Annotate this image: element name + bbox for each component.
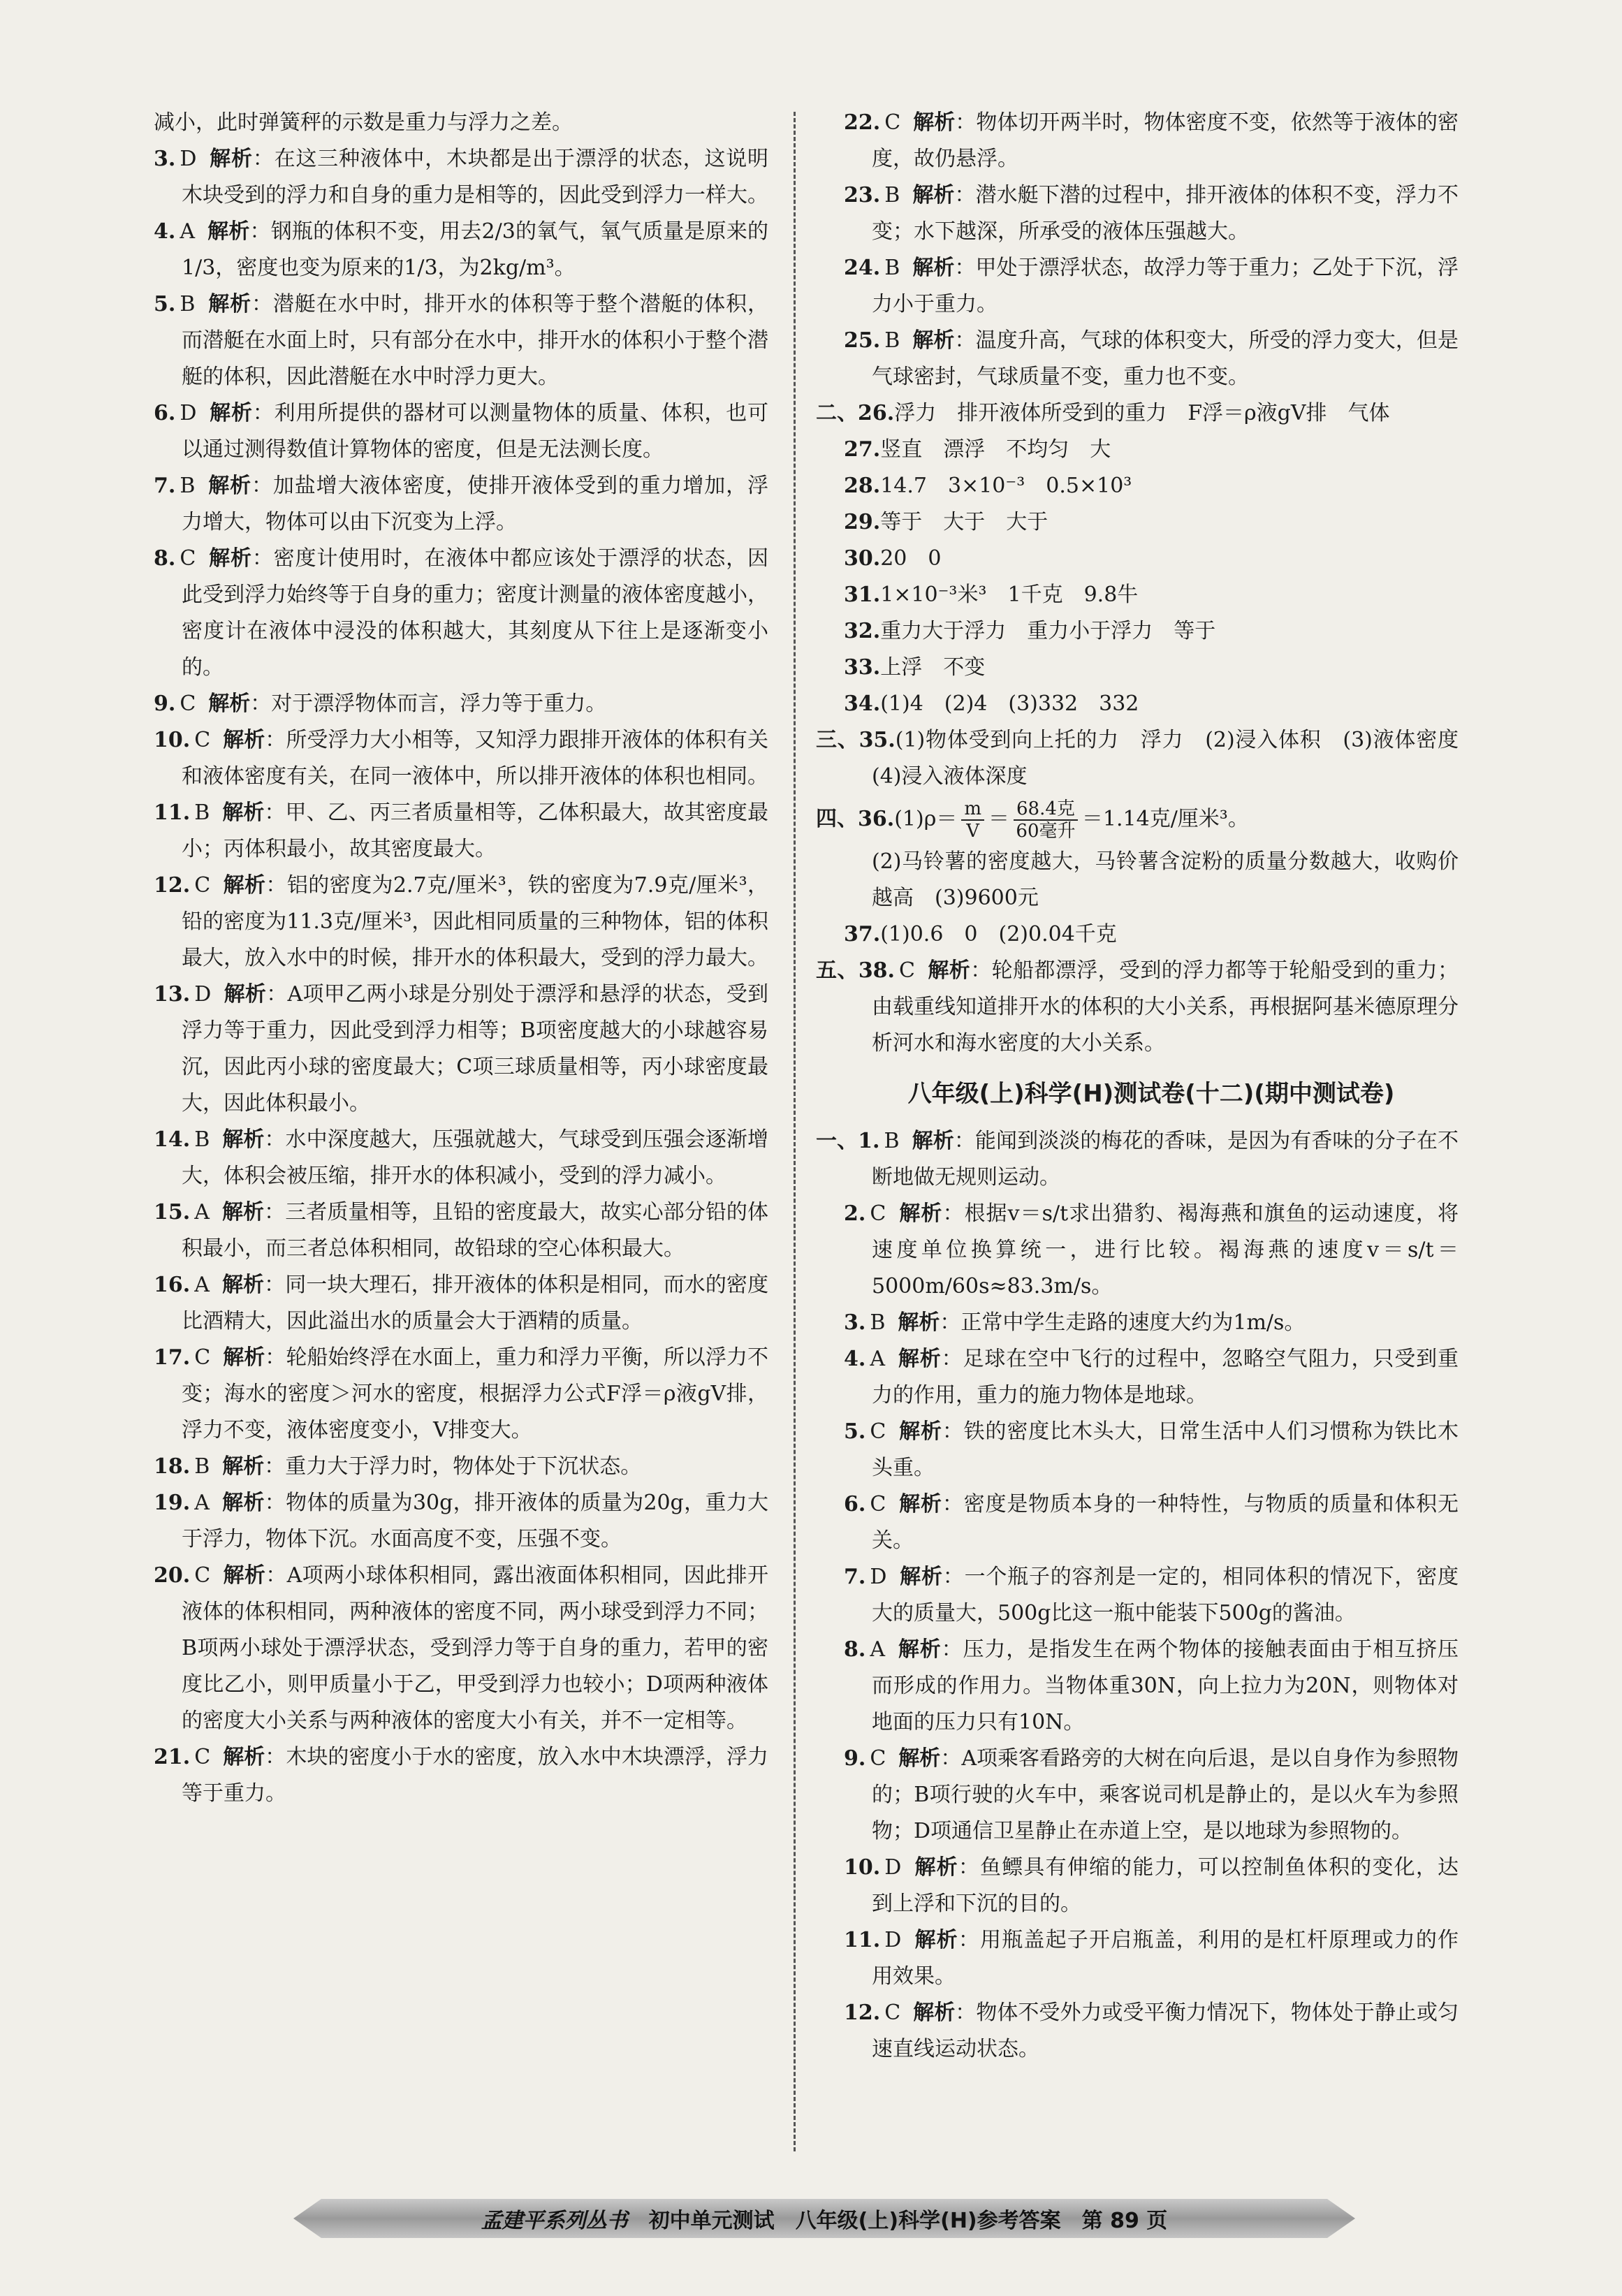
series-name: 初中单元测试 bbox=[648, 2209, 775, 2233]
answer-item-9: 9. C 解析：对于漂浮物体而言，浮力等于重力。 bbox=[154, 692, 607, 716]
answer-item-30: 30.20 0 bbox=[844, 546, 942, 571]
midterm-item-8: 8. A 解析：压力，是指发生在两个物体的接触表面由于相互挤压而形成的作用力。当物体重30N，向上拉力为20N，则物体对地面的压力只有10N。 bbox=[844, 1637, 1459, 1734]
answer-item-32: 32.重力大于浮力 重力小于浮力 等于 bbox=[844, 619, 1216, 643]
page-number: 第 89 页 bbox=[1081, 2209, 1168, 2233]
continued-text: 减小，此时弹簧秤的示数是重力与浮力之差。 bbox=[154, 110, 573, 135]
answer-item-7: 7. B 解析：加盐增大液体密度，使排开液体受到的重力增加，浮力增大，物体可以由下沉变为上浮。 bbox=[154, 474, 769, 534]
answer-item-27: 27.竖直 漂浮 不均匀 大 bbox=[844, 437, 1111, 462]
answer-item-18: 18. B 解析：重力大于浮力时，物体处于下沉状态。 bbox=[154, 1454, 642, 1479]
answer-item-6: 6. D 解析：利用所提供的器材可以测量物体的质量、体积，也可以通过测得数值计算物体的密度，但是无法测长度。 bbox=[154, 401, 769, 462]
midterm-item-1: 一、1. B 解析：能闻到淡淡的梅花的香味，是因为有香味的分子在不断地做无规则运动。 bbox=[816, 1129, 1459, 1190]
midterm-item-5: 5. C 解析：铁的密度比木头大，日常生活中人们习惯称为铁比木头重。 bbox=[844, 1419, 1459, 1480]
answer-item-36-part2: (2)马铃薯的密度越大，马铃薯含淀粉的质量分数越大，收购价越高 (3)9600元 bbox=[872, 849, 1459, 910]
right-column bbox=[816, 105, 1479, 2068]
answer-item-31: 31.1×10⁻³米³ 1千克 9.8牛 bbox=[844, 583, 1139, 607]
answer-item-25: 25. B 解析：温度升高，气球的体积变大，所受的浮力变大，但是气球密封，气球质量不变，重力也不变。 bbox=[844, 328, 1459, 389]
fraction-m-over-v: $\frac{m}{V}$ bbox=[961, 798, 984, 842]
answer-item-13: 13. D 解析：A项甲乙两小球是分别处于漂浮和悬浮的状态，受到浮力等于重力，因此受到浮力相等；B项密度越大的小球越容易沉，因此丙小球的密度最大；C项三球质量相等，丙小球密度最大，因此体积最小。 bbox=[154, 982, 768, 1116]
answer-item-34: 34.(1)4 (2)4 (3)332 332 bbox=[844, 692, 1139, 716]
column-divider bbox=[794, 112, 796, 2151]
answer-item-24: 24. B 解析：甲处于漂浮状态，故浮力等于重力；乙处于下沉，浮力小于重力。 bbox=[844, 256, 1459, 316]
answer-item-5: 5. B 解析：潜艇在水中时，排开水的体积等于整个潜艇的体积，而潜艇在水面上时，只有部分在水中，排开水的体积小于整个潜艇的体积，因此潜艇在水中时浮力更大。 bbox=[154, 292, 769, 389]
answer-item-26: 二、26.浮力 排开液体所受到的重力 F浮＝ρ液gV排 气体 bbox=[816, 401, 1390, 425]
answer-item-11: 11. B 解析：甲、乙、丙三者质量相等，乙体积最大，故其密度最小；丙体积最小，故其密度最大。 bbox=[154, 800, 769, 861]
answer-item-10: 10. C 解析：所受浮力大小相等，又知浮力跟排开液体的体积有关和液体密度有关，在同一液体中，所以排开液体的体积也相同。 bbox=[154, 728, 769, 789]
answer-item-28: 28.14.7 3×10⁻³ 0.5×10³ bbox=[844, 474, 1132, 498]
answer-item-17: 17. C 解析：轮船始终浮在水面上，重力和浮力平衡，所以浮力不变；海水的密度＞河水的密度，根据浮力公式F浮＝ρ液gV排，浮力不变，液体密度变小，V排变大。 bbox=[154, 1345, 769, 1442]
midterm-item-6: 6. C 解析：密度是物质本身的一种特性，与物质的质量和体积无关。 bbox=[844, 1492, 1459, 1553]
midterm-item-10: 10. D 解析：鱼鳔具有伸缩的能力，可以控制鱼体积的变化，达到上浮和下沉的目的。 bbox=[844, 1855, 1459, 1916]
answer-item-37: 37.(1)0.6 0 (2)0.04千克 bbox=[844, 922, 1117, 946]
book-title: 八年级(上)科学(H)参考答案 bbox=[795, 2209, 1061, 2233]
answer-item-38: 五、38. C 解析：轮船都漂浮，受到的浮力都等于轮船受到的重力；由载重线知道排开水的体积的大小关系，再根据阿基米德原理分析河水和海水密度的大小关系。 bbox=[816, 958, 1459, 1055]
answer-item-21: 21. C 解析：木块的密度小于水的密度，放入水中木块漂浮，浮力等于重力。 bbox=[154, 1745, 769, 1806]
answer-item-20: 20. C 解析：A项两小球体积相同，露出液面体积相同，因此排开液体的体积相同，两种液体的密度不同，两小球受到浮力不同；B项两小球处于漂浮状态，受到浮力等于自身的重力，若甲的密度比乙小，则甲质量小于乙，甲受到浮力也较小；D项两种液体的密度大小关系与两种液体的密度大小有关，并不一定相等。 bbox=[154, 1563, 768, 1733]
answer-item-8: 8. C 解析：密度计使用时，在液体中都应该处于漂浮的状态，因此受到浮力始终等于自身的重力；密度计测量的液体密度越小，密度计在液体中浸没的体积越大，其刻度从下往上是逐渐变小的。 bbox=[154, 546, 769, 680]
answer-item-4: 4. A 解析：钢瓶的体积不变，用去2/3的氧气，氧气质量是原来的1/3，密度也变为原来的1/3，为2kg/m³。 bbox=[154, 219, 769, 280]
midterm-item-3: 3. B 解析：正常中学生走路的速度大约为1m/s。 bbox=[844, 1310, 1306, 1335]
midterm-item-9: 9. C 解析：A项乘客看路旁的大树在向后退，是以自身作为参照物的；B项行驶的火车中，乘客说司机是静止的，是以火车为参照物；D项通信卫星静止在赤道上空，是以地球为参照物的。 bbox=[844, 1746, 1459, 1843]
answer-item-29: 29.等于 大于 大于 bbox=[844, 510, 1049, 534]
midterm-item-4: 4. A 解析：足球在空中飞行的过程中，忽略空气阻力，只受到重力的作用，重力的施力物体是地球。 bbox=[844, 1347, 1459, 1407]
midterm-item-7: 7. D 解析：一个瓶子的容剂是一定的，相同体积的情况下，密度大的质量大，500g比这一瓶中能装下500g的酱油。 bbox=[844, 1565, 1459, 1625]
answer-item-22: 22. C 解析：物体切开两半时，物体密度不变，依然等于液体的密度，故仍悬浮。 bbox=[844, 110, 1459, 171]
answer-item-36: 四、36.(1)ρ＝ $\frac{m}{V}$ ＝ $\frac{\text{68.4克}}{\text{60毫升}}$ ＝1.14克/厘米³。 bbox=[816, 798, 1249, 842]
midterm-item-11: 11. D 解析：用瓶盖起子开启瓶盖，利用的是杠杆原理或力的作用效果。 bbox=[844, 1928, 1459, 1989]
answer-item-12: 12. C 解析：铝的密度为2.7克/厘米³，铁的密度为7.9克/厘米³，铅的密度为11.3克/厘米³，因此相同质量的三种物体，铝的体积最大，放入水中的时候，排开水的体积最大，受到的浮力最大。 bbox=[154, 873, 769, 970]
section-heading: 八年级(上)科学(H)测试卷(十二)(期中测试卷) bbox=[907, 1080, 1395, 1108]
answer-item-33: 33.上浮 不变 bbox=[844, 655, 986, 680]
answer-item-19: 19. A 解析：物体的质量为30g，排开液体的质量为20g，重力大于浮力，物体下沉。水面高度不变，压强不变。 bbox=[154, 1491, 768, 1551]
fraction-mass-over-volume: $\frac{\text{68.4克}}{\text{60毫升}}$ bbox=[1014, 798, 1078, 842]
answer-item-23: 23. B 解析：潜水艇下潜的过程中，排开液体的体积不变，浮力不变；水下越深，所承受的液体压强越大。 bbox=[844, 183, 1459, 244]
footer-banner bbox=[293, 2193, 1355, 2244]
answer-item-15: 15. A 解析：三者质量相等，且铅的密度最大，故实心部分铅的体积最小，而三者总体积相同，故铅球的空心体积最大。 bbox=[154, 1200, 769, 1261]
answer-item-3: 3. D 解析：在这三种液体中，木块都是出于漂浮的状态，这说明木块受到的浮力和自身的重力是相等的，因此受到浮力一样大。 bbox=[154, 147, 769, 207]
left-column bbox=[154, 105, 768, 1812]
midterm-item-12: 12. C 解析：物体不受外力或受平衡力情况下，物体处于静止或匀速直线运动状态。 bbox=[844, 2001, 1459, 2061]
footer-text bbox=[293, 2199, 1355, 2238]
midterm-item-2: 2. C 解析：根据v＝s/t求出猎豹、褐海燕和旗鱼的运动速度，将速度单位换算统一，进行比较。褐海燕的速度v＝s/t＝5000m/60s≈83.3m/s。 bbox=[844, 1201, 1459, 1299]
series-brand: 孟建平系列丛书 bbox=[481, 2209, 628, 2233]
answer-item-35: 三、35.(1)物体受到向上托的力 浮力 (2)浸入体积 (3)液体密度 (4)浸入液体深度 bbox=[816, 728, 1479, 789]
answer-item-14: 14. B 解析：水中深度越大，压强就越大，气球受到压强会逐渐增大，体积会被压缩，排开水的体积减小，受到的浮力减小。 bbox=[154, 1127, 769, 1188]
answer-item-16: 16. A 解析：同一块大理石，排开液体的体积是相同，而水的密度比酒精大，因此溢出水的质量会大于酒精的质量。 bbox=[154, 1273, 769, 1333]
